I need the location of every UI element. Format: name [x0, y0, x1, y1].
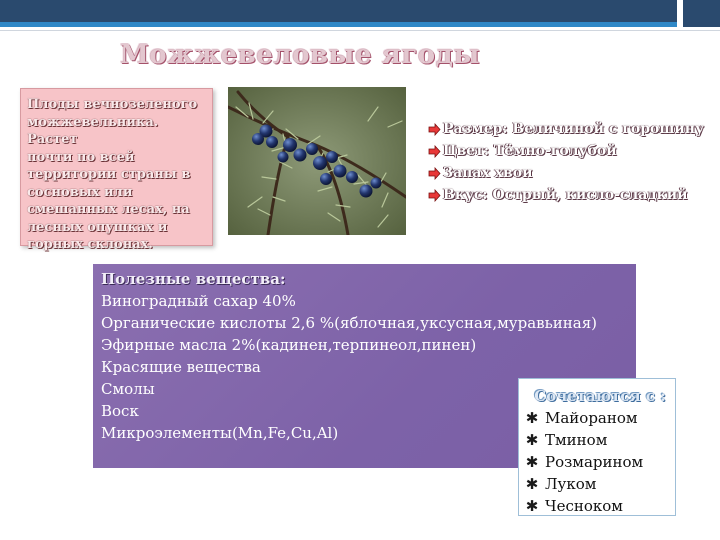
combinations-box: [518, 378, 676, 516]
nutrient-item: Микроэлементы(Mn,Fe,Cu,Al): [101, 424, 339, 442]
property-text: Цвет: Тёмно-голубой: [443, 143, 617, 159]
combination-item: [525, 407, 675, 429]
nutrient-item: Виноградный сахар 40%: [101, 292, 296, 310]
nutrient-item: Смолы: [101, 380, 155, 398]
juniper-photo-illustration: [228, 87, 406, 235]
nutrients-heading: Полезные вещества:: [101, 270, 286, 288]
asterisk-icon: ✱: [525, 409, 539, 427]
description-line: почти по всей: [27, 149, 135, 165]
property-item: [428, 162, 720, 184]
combination-item: [525, 473, 675, 495]
right-arrow-icon: [428, 145, 441, 158]
header-accent-stripe: [0, 22, 677, 27]
description-line: горных склонах.: [27, 237, 153, 252]
property-text: Вкус: Острый, кисло-сладкий: [443, 187, 688, 203]
property-item: [428, 140, 720, 162]
description-line: территории страны в: [27, 167, 191, 182]
nutrient-item: Эфирные масла 2%(кадинен,терпинеол,пинен): [101, 336, 477, 354]
combination-item: [525, 451, 675, 473]
property-text: Размер: Величиной с горошину: [443, 121, 704, 137]
property-item: [428, 118, 720, 140]
nutrient-item: Органические кислоты 2,6 %(яблочная,уксусная,муравьиная): [101, 314, 598, 332]
combination-item: [525, 429, 675, 451]
combination-text: Луком: [545, 475, 597, 493]
description-line: Плоды вечнозеленого: [27, 97, 198, 112]
slide-title: Можжевеловые ягоды: [119, 40, 481, 70]
description-line: лесных опушках и: [27, 219, 168, 235]
property-text: Запах хвои: [443, 165, 533, 181]
combination-text: Розмарином: [545, 453, 644, 471]
nutrient-item: Воск: [101, 402, 139, 420]
right-arrow-icon: [428, 189, 441, 202]
header-corner-block: [683, 0, 720, 27]
combination-text: Майораном: [545, 409, 638, 427]
combinations-title: Сочетаются с :: [534, 387, 666, 405]
header-divider: [0, 30, 720, 31]
combination-item: [525, 495, 675, 517]
asterisk-icon: ✱: [525, 453, 539, 471]
nutrient-item: Красящие вещества: [101, 358, 261, 376]
asterisk-icon: ✱: [525, 475, 539, 493]
right-arrow-icon: [428, 167, 441, 180]
combination-text: Тмином: [545, 431, 608, 449]
description-box: [20, 88, 213, 252]
asterisk-icon: ✱: [525, 497, 539, 515]
asterisk-icon: ✱: [525, 431, 539, 449]
combination-text: Чесноком: [545, 497, 623, 515]
juniper-berries-photo: [228, 87, 406, 235]
berry-properties-list: [428, 118, 720, 206]
description-line: можжевельника. Растет: [27, 114, 159, 147]
description-line: сосновых или: [27, 184, 133, 200]
header-bar: [0, 0, 677, 22]
description-line: смешанных лесах, на: [27, 202, 190, 217]
right-arrow-icon: [428, 123, 441, 136]
property-item: [428, 184, 720, 206]
